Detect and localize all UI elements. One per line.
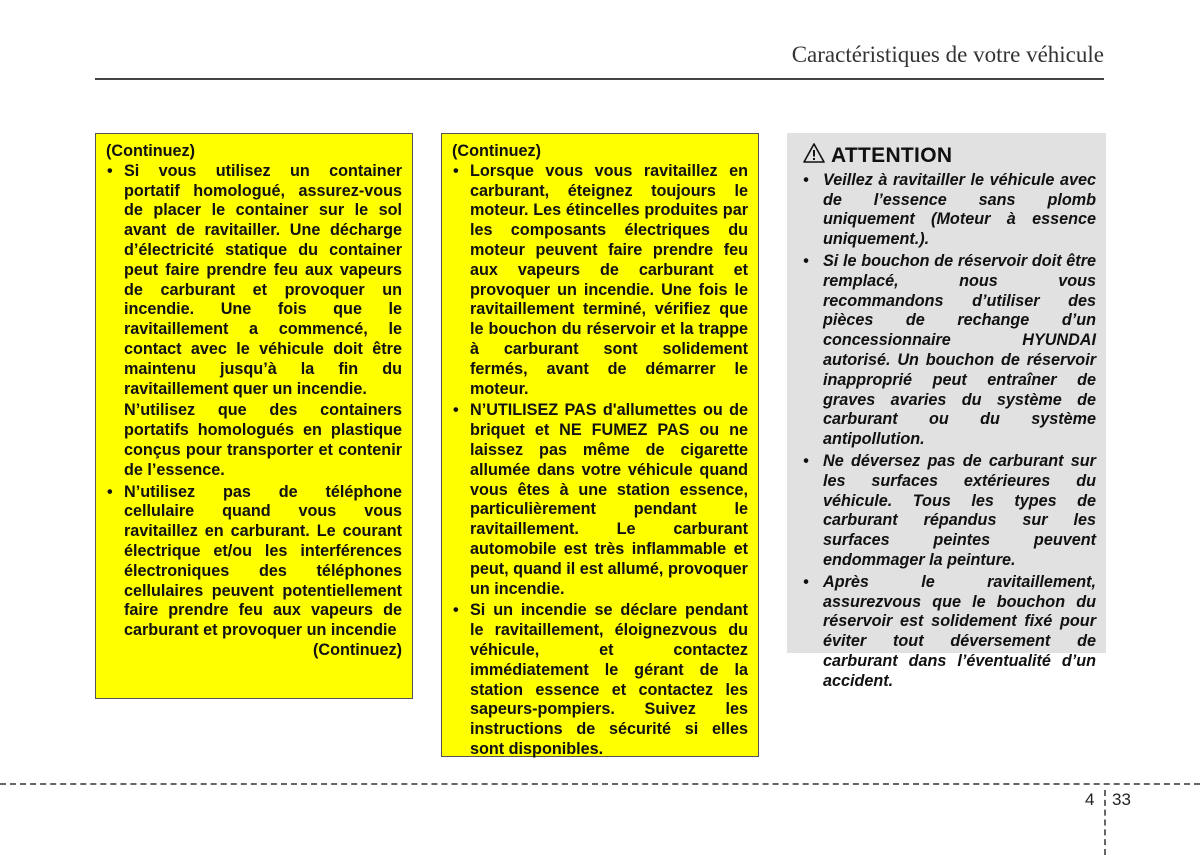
continued-label-top: (Continuez) bbox=[106, 142, 196, 160]
attention-item-fuel-cap: • Si le bouchon de réservoir doit être remplacé, nous vous recommandons d’utiliser des pièces de rechange d’un concessionnaire HYUNDAI autorisé. Un bouchon de réservoir inapproprié peut entraîner de graves avaries du système de carburant ou du système antipollution. bbox=[797, 252, 1096, 450]
warning-box-fuel-container bbox=[95, 133, 413, 699]
attention-box bbox=[787, 133, 1106, 690]
page-number: 33 bbox=[1112, 790, 1131, 809]
warning-list-phone bbox=[106, 483, 402, 641]
warning-item-phone: • N’utilisez pas de téléphone cellulaire quand vous vous ravitaillez en carburant. Le courant électrique et/ou les interférences électroniques des téléphones cellulaires peuvent potentiellement faire prendre feu aux vapeurs de carburant et provoquer un incendie bbox=[106, 483, 402, 641]
attention-list bbox=[797, 171, 1096, 692]
attention-item-cap-secure: • Après le ravitaillement, assurezvous que le bouchon du réservoir est solidement fixé pour éviter tout déversement de carburant dans l’éventualité d’un accident. bbox=[797, 573, 1096, 692]
warning-item-engine-off: • Lorsque vous vous ravitaillez en carburant, éteignez toujours le moteur. Les étincelles produites par les composants électriques du moteur peuvent faire prendre feu aux vapeurs de carburant et provoquer un incendie. Une fois le ravitaillement terminé, vérifiez que le bouchon du réservoir et la trappe à carburant sont solidement fermés, avant de démarrer le moteur. bbox=[452, 162, 748, 400]
warning-triangle-icon bbox=[803, 143, 825, 169]
footer-divider bbox=[0, 783, 1200, 785]
attention-item-unleaded: • Veillez à ravitailler le véhicule avec de l’essence sans plomb uniquement (Moteur à essence uniquement.). bbox=[797, 171, 1096, 250]
continued-label-bottom: (Continuez) bbox=[312, 640, 402, 659]
warning-box-refueling bbox=[441, 133, 759, 757]
warning-item-no-smoking: • N’UTILISEZ PAS d'allumettes ou de briquet et NE FUMEZ PAS ou ne laissez pas même de cigarette allumée dans votre véhicule quand vous êtes à une station essence, particulièrement pendant le ravitaillement. Le carburant automobile est très inflammable et peut, quand il est allumé, provoquer un incendie. bbox=[452, 401, 748, 599]
attention-title: ATTENTION bbox=[831, 144, 953, 167]
chapter-number: 4 bbox=[1085, 790, 1095, 809]
page-section-title: Caractéristiques de votre véhicule bbox=[791, 42, 1104, 67]
warning-item-container: • Si vous utilisez un container portatif homologué, assurez-vous de placer le container sur le sol avant de ravitailler. Une décharge d’électricité statique du container peut faire prendre feu aux vapeurs de carburant et provoquer un incendie. Une fois que le ravitaillement a commencé, le contact avec le véhicule doit être maintenu jusqu’à la fin du ravitaillement quer un incendie. bbox=[106, 162, 402, 400]
attention-item-spill: • Ne déversez pas de carburant sur les surfaces extérieures du véhicule. Tous les types de carburant répandus sur les surfaces peintes peuvent endommager la peinture. bbox=[797, 452, 1096, 571]
header-divider bbox=[95, 78, 1104, 80]
warning-paragraph-plastic-containers: N’utilisez que des containers portatifs homologués en plastique conçus pour transporter et contenir de l’essence. bbox=[124, 401, 402, 479]
continued-label-top: (Continuez) bbox=[452, 142, 542, 160]
warning-item-fire: • Si un incendie se déclare pendant le ravitaillement, éloignezvous du véhicule, et contactez immédiatement le gérant de la station essence et contactez les sapeurs-pompiers. Suivez les instructions de sécurité si elles sont disponibles. bbox=[452, 601, 748, 759]
attention-header bbox=[803, 143, 1096, 169]
footer-page-separator bbox=[1104, 790, 1106, 855]
warning-list bbox=[452, 162, 748, 760]
warning-list bbox=[106, 162, 402, 400]
